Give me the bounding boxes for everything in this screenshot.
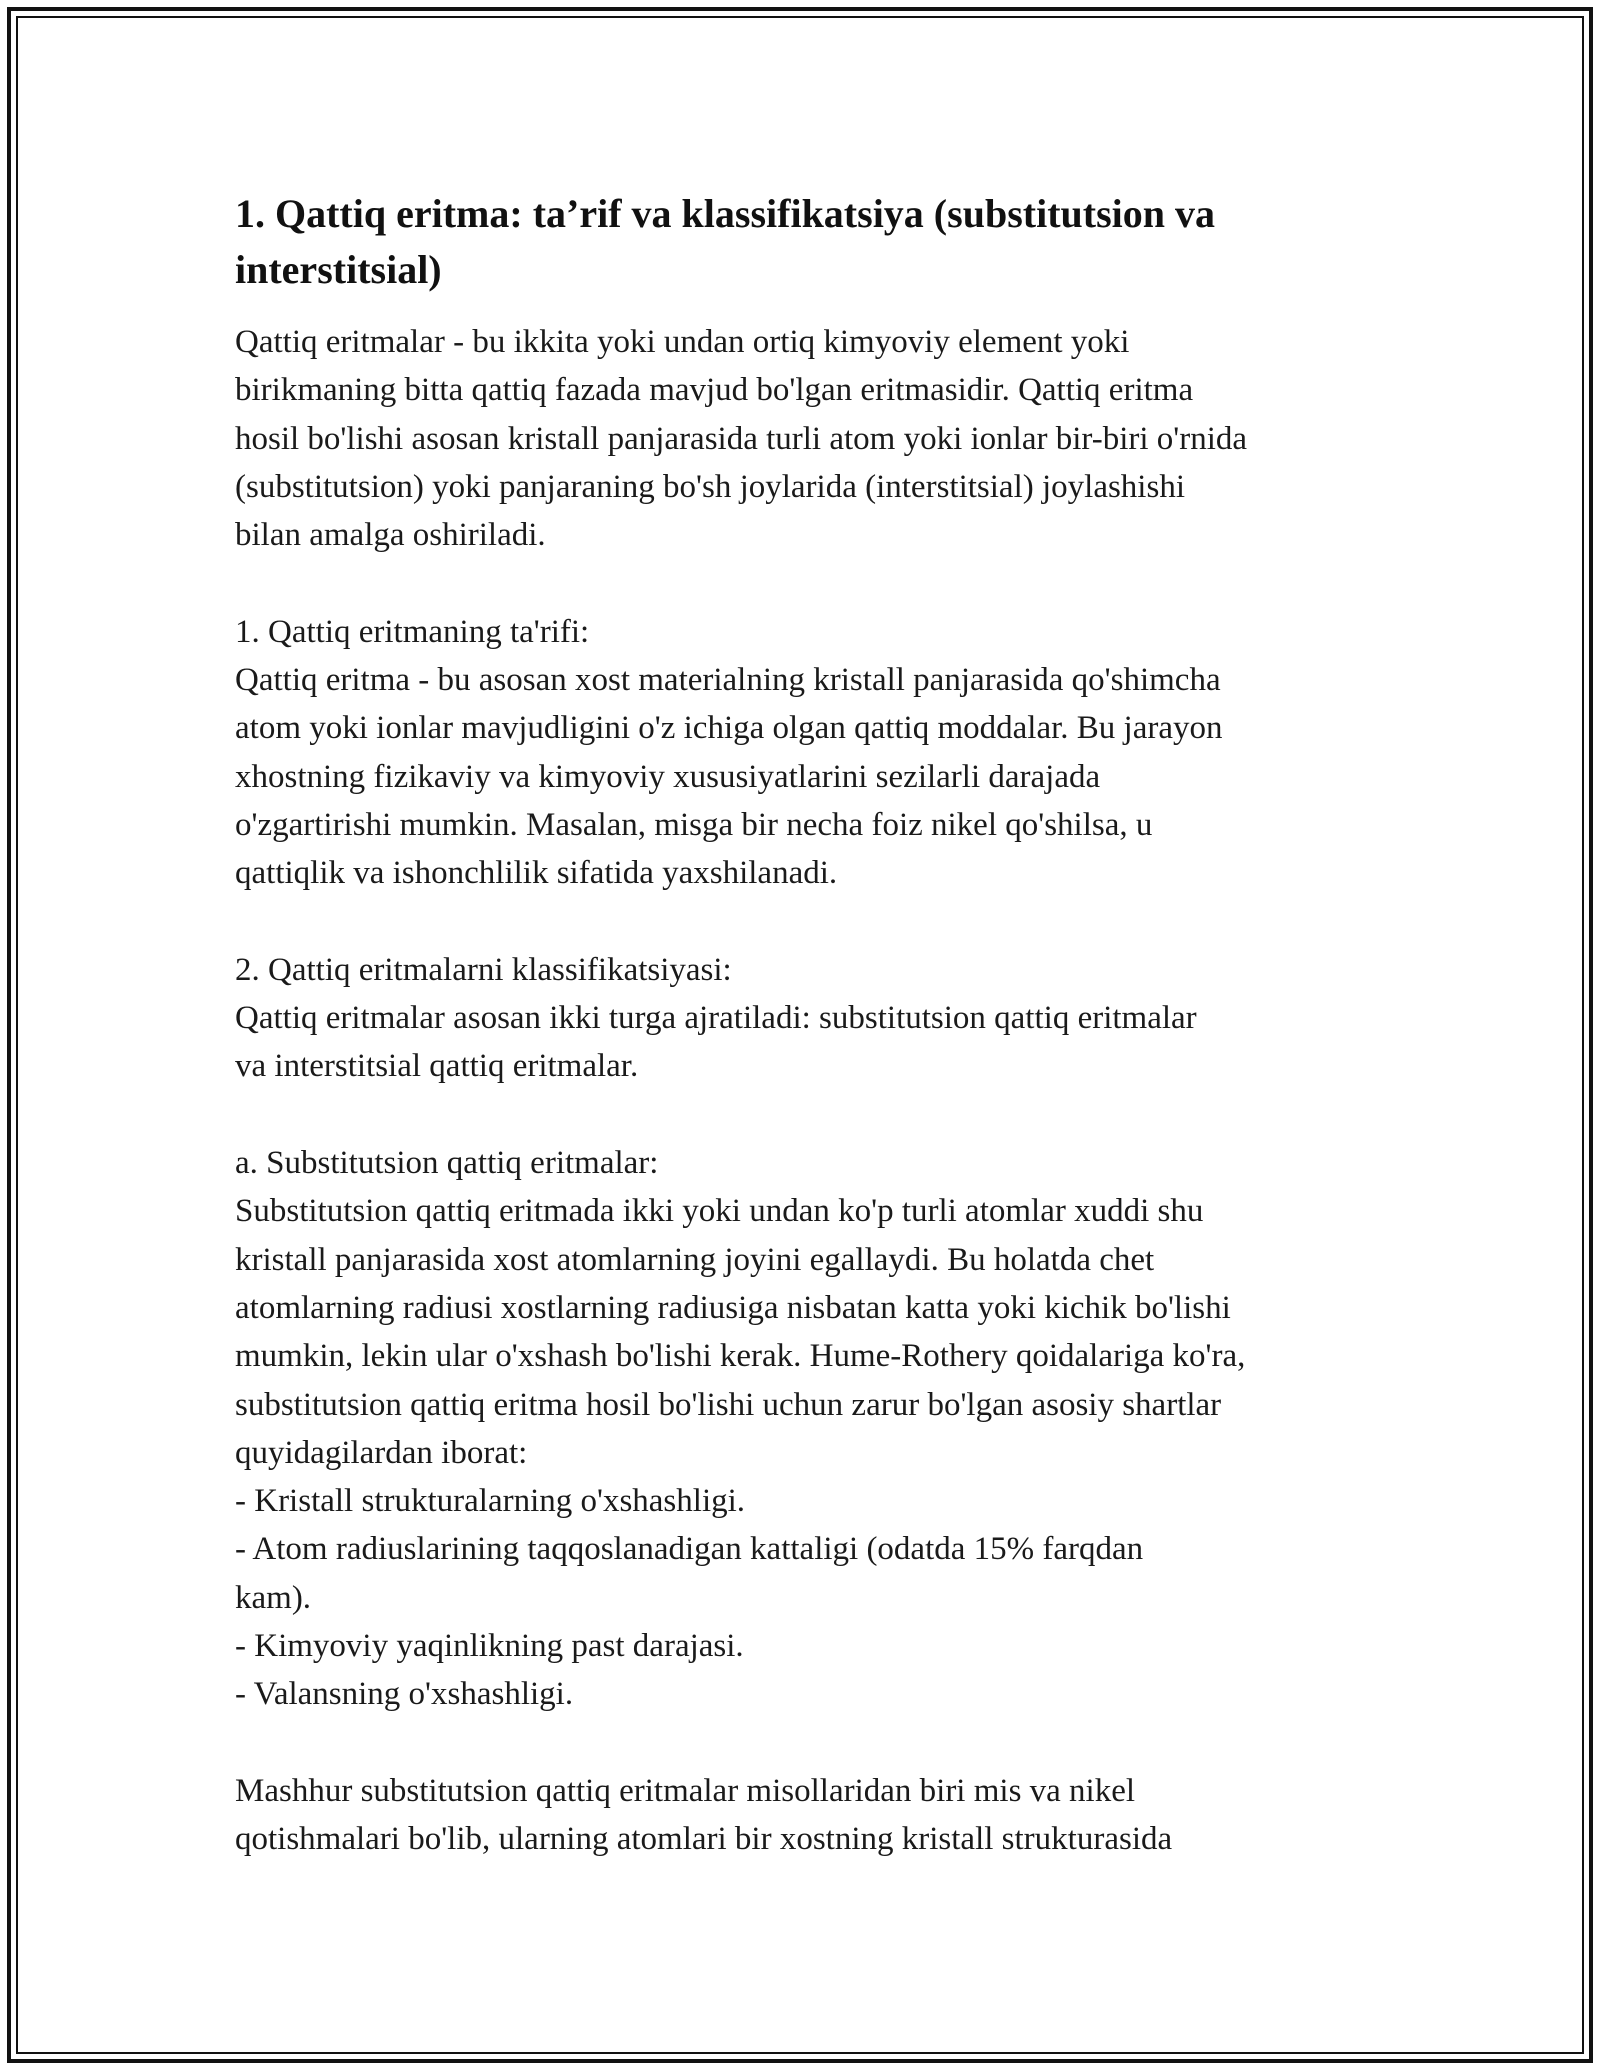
spacer bbox=[235, 559, 1395, 607]
bullet-item: - Atom radiuslarining taqqoslanadigan kattaligi (odatda 15% farqdan kam). bbox=[235, 1531, 1144, 1616]
document-body bbox=[235, 186, 1395, 1864]
subsection-a-body: Substitutsion qattiq eritmada ikki yoki undan ko'p turli atomlar xuddi shu kristall panjarasida xost atomlarning joyini egallaydi. Bu holatda chet atomlarning radiusi xostlarning radiusiga nisbatan katta yoki kichik bo'lishi mumkin, lekin ular o'xshash bo'lishi kerak. Hume-Rothery qoidalariga ko'ra, substitutsion qattiq eritma hosil bo'lishi uchun zarur bo'lgan asosiy shartlar quyidagilardan iborat: bbox=[235, 1193, 1246, 1471]
subsection-a-title: a. Substitutsion qattiq eritmalar: bbox=[235, 1145, 659, 1182]
section-1-title: 1. Qattiq eritmaning ta'rifi: bbox=[235, 613, 590, 650]
spacer bbox=[235, 1091, 1395, 1139]
bullet-item: - Kimyoviy yaqinlikning past darajasi. bbox=[235, 1628, 744, 1665]
spacer bbox=[235, 898, 1395, 946]
document-heading: 1. Qattiq eritma: ta’rif va klassifikatsiya (substitutsion va interstitsial) bbox=[235, 191, 1215, 292]
bullet-item: - Kristall strukturalarning o'xshashligi. bbox=[235, 1483, 746, 1520]
section-2-body: Qattiq eritmalar asosan ikki turga ajratiladi: substitutsion qattiq eritmalar va interstitsial qattiq eritmalar. bbox=[235, 1000, 1197, 1085]
spacer bbox=[235, 1719, 1395, 1767]
closing-paragraph: Mashhur substitutsion qattiq eritmalar misollaridan biri mis va nikel qotishmalari bo'lib, ularning atomlari bir xostning kristall strukturasida bbox=[235, 1772, 1173, 1858]
section-2-title: 2. Qattiq eritmalarni klassifikatsiyasi: bbox=[235, 951, 732, 988]
intro-paragraph: Qattiq eritmalar - bu ikkita yoki undan ortiq kimyoviy element yoki birikmaning bitta qattiq fazada mavjud bo'lgan eritmasidir. Qattiq eritma hosil bo'lishi asosan kristall panjarasida turli atom yoki ionlar bir-biri o'rnida (substitutsion) yoki panjaraning bo'sh joylarida (interstitsial) joylashishi bilan amalga oshiriladi. bbox=[235, 324, 1248, 554]
bullet-item: - Valansning o'xshashligi. bbox=[235, 1676, 574, 1713]
section-1-body: Qattiq eritma - bu asosan xost materialning kristall panjarasida qo'shimcha atom yoki ionlar mavjudligini o'z ichiga olgan qattiq moddalar. Bu jarayon xhostning fizikaviy va kimyoviy xususiyatlarini sezilarli darajada o'zgartirishi mumkin. Masalan, misga bir necha foiz nikel qo'shilsa, u qattiqlik va ishonchlilik sifatida yaxshilanadi. bbox=[235, 662, 1223, 892]
